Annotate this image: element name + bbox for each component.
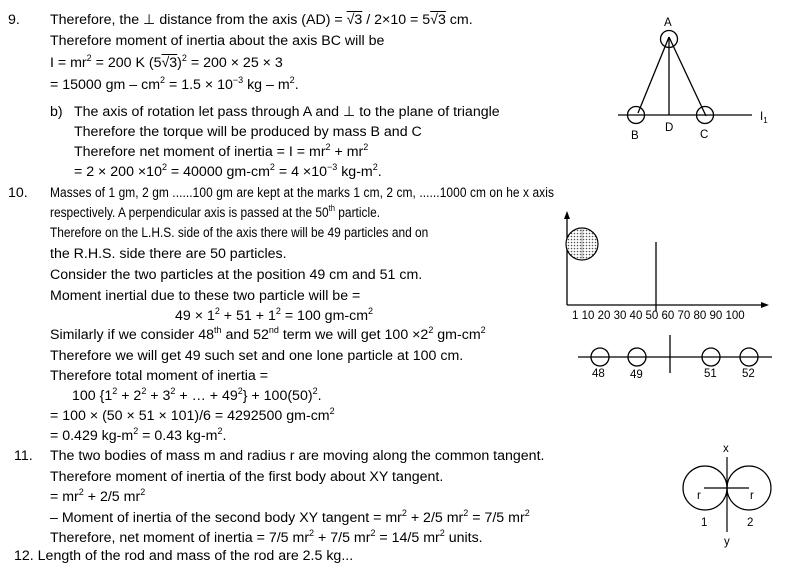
label-I1: $I_1$ [760,111,768,125]
q10-line-4: the R.H.S. side there are 50 particles. [50,246,287,262]
label-C: C [700,129,709,141]
question-number-10: 10. [8,185,28,201]
label-B: B [631,130,639,142]
label-2: 2 [747,517,754,529]
particles-figure [555,325,785,385]
q10-line-12: = 100 × (50 × 51 × 101)/6 = 4292500 $gm-cm^2$ [50,406,335,424]
q10-line-11: 100 {$1^2 + 2^2 + 3^2$ + … + $49^2\} + 100(50)^2$. [72,386,322,404]
particle-label-51: 51 [704,368,717,380]
label-A: A [664,17,672,29]
tangent-circles-figure [660,435,785,551]
question-number-9: 9. [8,12,20,28]
q10-line-2: respectively. A perpendicular axis is passed at the 50th particle. [50,203,381,221]
label-r-right: r [750,490,754,502]
particle-label-48: 48 [592,368,605,380]
label-x: x [723,443,729,455]
q10-line-5: Consider the two particles at the position 49 cm and 51 cm. [50,267,423,283]
label-r-left: r [697,490,701,502]
q10-line-1: Masses of 1 gm, 2 gm ......100 gm are kept at the marks 1 cm, 2 cm, ......1000 cm on he x axis [50,185,554,201]
q11-line-4: – Moment of inertia of the second body XY tangent = $mr^2 + 2/5$ $mr^2 = 7/5$ $mr^2$ [50,508,530,526]
q10-line-10: Therefore total moment of inertia = [50,368,269,384]
q9b-line-1: The axis of rotation let pass through A and ⊥ to the plane of triangle [74,104,500,120]
q9-line-1: Therefore, the ⊥ distance from the axis (AD) = √3 / 2×10 = 5√3 cm. [50,12,473,28]
particle-label-52: 52 [742,368,755,380]
q10-line-9: Therefore we will get 49 such set and one lone particle at 100 cm. [50,348,464,364]
q9b-line-4: = $2 \times 200 \times 10^2 = 40000$ $gm-cm^2 = 4 \times 10^{-3}$ $kg-m^2$. [74,162,382,180]
q10-line-7: $49 \times 1^2 + 51 + 1^2 = 100$ $gm-cm^2$ [175,306,374,324]
axis-tick-labels: 1 10 20 30 40 50 60 70 80 90 100 [572,310,745,322]
q9b-line-2: Therefore the torque will be produced by mass B and C [74,124,422,140]
q11-line-3: = $mr^2 + 2/5$ $mr^2$ [50,487,146,505]
q12-partial-line: 12. Length of the rod and mass of the rod are 2.5 kg... [14,548,354,564]
q9-line-4: = 15000 gm – $cm^2 = 1.5 \times 10^{-3}$ kg – $m^2$. [50,75,299,93]
q10-line-6: Moment inertial due to these two particle will be = [50,288,361,304]
q9-line-3: $I = mr^2 = 200$ K $(5√3)^2 = 200 \times 25 \times 3$ [50,53,283,71]
q11-line-2: Therefore moment of inertia of the first body about XY tangent. [50,469,444,485]
q10-line-13: = 0.429 $kg-m^2 = 0.43$ $kg-m^2$. [50,426,227,444]
triangle-figure [600,0,785,150]
axis-figure [555,205,785,330]
q9-part-b-label: b) [50,104,63,120]
q11-line-5: Therefore, net moment of inertia = 7/5 $mr^2 + 7/5$ $mr^2 = 14/5$ $mr^2$ units. [50,528,483,546]
label-1: 1 [701,517,708,529]
q9-line-2: Therefore moment of inertia about the axis BC will be [50,33,385,49]
label-y: y [724,536,730,548]
q11-line-1: The two bodies of mass m and radius r are moving along the common tangent. [50,448,545,464]
question-number-11: 11. [14,448,33,464]
label-D: D [665,122,674,134]
q10-line-8: Similarly if we consider 48th and 52nd term we will get $100 \times 2^2$ $gm-cm^2$ [50,325,486,343]
q9b-line-3: Therefore net moment of inertia = $I = mr^2 + mr^2$ [74,142,369,160]
q10-line-3: Therefore on the L.H.S. side of the axis there will be 49 particles and on [50,225,429,241]
particle-label-49: 49 [630,369,643,381]
